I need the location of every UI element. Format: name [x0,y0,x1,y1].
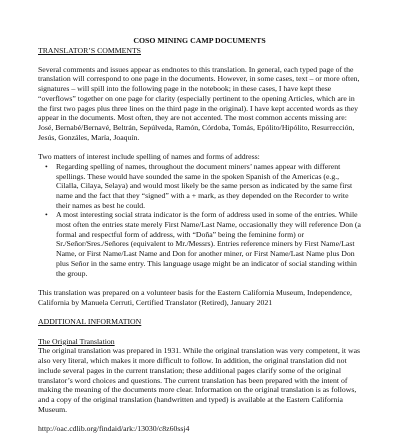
original-translation-heading: The Original Translation [38,336,115,346]
bullet-item-forms-of-address: • A most interesting social strata indicator is the form of address used in some of the entries. While most often the entries state merely First Name/Last Name, occasionally they will reference Don (a formal and respectful form of address, with “Doña” being the feminine form) or Sr./Señor/Sres./Señores (equivalent to Mr./Messrs). Entries reference miners by First Name/Last Name, or First Name/Last Name and Don for another miner, or First Name/Last Name plus Don plus Señor in the same entry. This language usage might be an indicator of social standing within the group. [56,210,361,278]
spacer [38,327,361,337]
spacer [38,278,361,288]
names-intro-paragraph: Two matters of interest include spelling of names and forms of address: [38,152,260,162]
volunteer-paragraph: This translation was prepared on a volunteer basis for the Eastern California Museum, Independence, California by Manuela Cerruti, Certified Translator (Retired), January 2021 [38,288,352,307]
bullet-list [38,162,361,278]
spacer [38,142,361,152]
additional-information-heading: ADDITIONAL INFORMATION [38,317,142,327]
archive-url-link[interactable]: http://oac.cdlib.org/findaid/ark:/13030/c8z60ssj4 [38,424,190,434]
spacer [38,307,361,317]
document-title: COSO MINING CAMP DOCUMENTS [133,36,266,45]
bullet-item-spelling: • Regarding spelling of names, throughout the document miners’ names appear with different spellings. These would have sounded the same in the spoken Spanish of the Americas (e.g., Cilalla, Cilaya, Selaya) and would most likely be the same person as indicated by the same first name and the fact that they “signed” with a + mark, as they depended on the Recorder to write their names as best he could. [56,162,361,211]
spacer [38,55,361,64]
original-translation-paragraph: The original translation was prepared in 1931. While the original translation was very competent, it was also very literal, which makes it more difficult to follow. In addition, the original translation did not include several pages in the current translation; these additional pages clarify some of the original translator’s word choices and questions. The current translation has been prepared with the intent of making the meaning of the documents more clear. Information on the original translation is as follows, and a copy of the original translation (handwritten and typed) is available at the Eastern California Museum. [38,346,361,414]
translators-comments-heading: TRANSLATOR’S COMMENTS [38,45,141,55]
spacer [38,414,361,424]
intro-paragraph: Several comments and issues appear as endnotes to this translation. In general, each typed page of the translation will correspond to one page in the documents. However, in some cases, text – or more often, signatures – will spill into the following page in the notebook; in these cases, I have kept these “overflows” together on one page for clarity (especially pertinent to the opening Articles, which are in the first two pages plus three lines on the third page in the original). I have kept accented words as they appear in the documents. Most often, they are not accented. The most common accents missing are: José, Bernabé/Bernavé, Beltrán, Sepúlveda, Ramón, Córdoba, Tomás, Epólito/Hipólito, Resurrección, Jesús, Gonzáles, María, Joaquín. [38,64,360,142]
